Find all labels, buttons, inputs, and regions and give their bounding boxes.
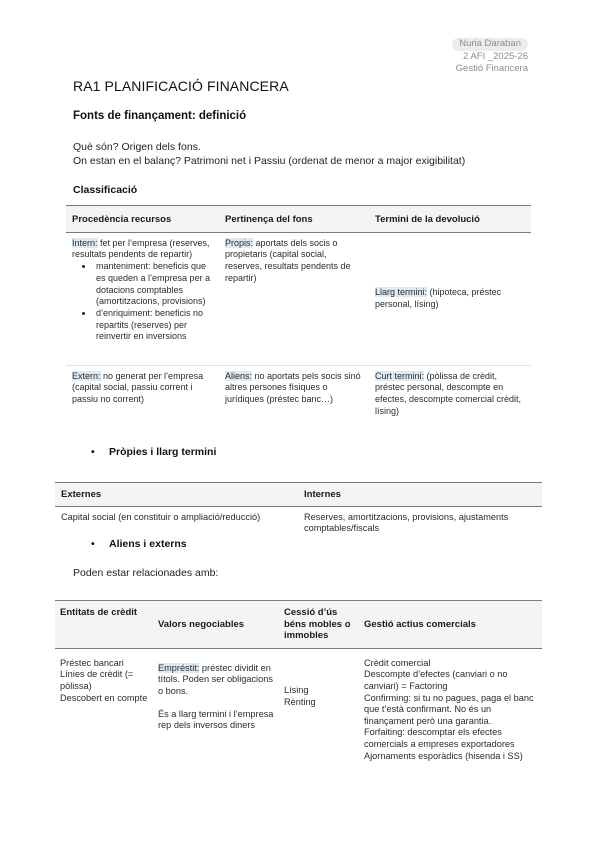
table-cell: Reserves, amortitzacions, provisions, ajustaments comptables/fiscals [304, 511, 509, 534]
cell-line: Confirming: si tu no pagues, paga el banc que t’està confirmant. No és un finançament però una garantia. [364, 692, 534, 726]
term-intern: Intern: [72, 237, 98, 248]
cell-line: Forfaiting: descomptar els efectes comercials a empreses exportadores [364, 727, 515, 749]
intro-line-2: On estan en el balanç? Patrimoni net i Passiu (ordenat de menor a major exigibilitat) [73, 155, 466, 167]
external-sources-table [55, 600, 542, 766]
bullet-heading-text: Pròpies i llarg termini [109, 446, 217, 458]
intro-line-1: Què són? Origen dels fons. [73, 141, 201, 153]
list-item: • manteniment: beneficis que es queden a l’empresa per a dotacions comptables (amortitzacions, provisions) [94, 261, 215, 308]
cell-note: És a llarg termini i l’empresa rep dels inversos diners [158, 708, 274, 731]
related-text: Poden estar relacionades amb: [73, 567, 219, 579]
cell-text: aportats dels socis o propietaris (capital social, reserves, resultats pendents de repartir) [225, 237, 351, 283]
table-cell [219, 365, 369, 422]
cell-line: Lísing [284, 685, 309, 696]
table-cell [66, 232, 219, 365]
table-header-row [55, 601, 542, 649]
cell-line: Préstec bancari [60, 657, 124, 668]
cell-text: no generat per l’empresa (capital social, passiu corrent i passiu no corrent) [72, 370, 204, 405]
classification-table [66, 205, 531, 423]
cell-text: préstec dividit en títols. Poden ser obligacions o bons. [158, 662, 273, 696]
term-emprestit: Empréstit: [158, 662, 200, 673]
table-cell [219, 232, 369, 365]
column-header: Cessió d’ús béns mobles o immobles [279, 601, 359, 649]
bullet-heading-aliens [91, 538, 187, 550]
cell-text: fet per l’empresa (reserves, resultats pendents de repartir) [72, 237, 210, 260]
column-header: Valors negociables [153, 601, 279, 649]
table-cell [66, 365, 219, 422]
term-aliens: Aliens: [225, 370, 253, 381]
own-long-term-table [55, 482, 542, 539]
spacer [158, 698, 275, 709]
cell-text: no aportats pels socis sinó altres persones físiques o jurídiques (préstec banc…) [225, 370, 361, 405]
column-header: Pertinença del fons [219, 206, 369, 233]
table-cell [279, 648, 359, 766]
column-header: Procedència recursos [66, 206, 219, 233]
document-title: RA1 PLANIFICACIÓ FINANCERA [73, 78, 289, 94]
bullet-dot: • [91, 446, 95, 458]
term-llarg-termini: Llarg termini: [375, 287, 428, 297]
cell-line: Descobert en compte [60, 692, 148, 703]
table-row [55, 648, 542, 766]
table-cell: Capital social (en constituir o ampliació/reducció) [61, 511, 261, 522]
term-propis: Propis: [225, 237, 254, 248]
course-line: 2 AFI _2025-26 [463, 50, 528, 62]
cell-line: Rènting [284, 696, 316, 707]
term-extern: Extern: [72, 370, 101, 381]
term-curt-termini: Curt termini: [375, 370, 425, 381]
table-cell [153, 648, 279, 766]
cell-line: Crèdit comercial [364, 657, 431, 668]
cell-line: Descompte d’efectes (canviari o no canviari) = Factoring [364, 669, 508, 691]
header-meta [452, 38, 528, 76]
table-row [55, 506, 542, 539]
list-item: • d’enriquiment: beneficis no repartits (reserves) per reinvertir en inversions [94, 308, 215, 343]
column-header: Internes [298, 483, 542, 507]
intro-text [73, 140, 465, 168]
table-cell [369, 232, 531, 365]
cell-text: (hipoteca, préstec personal, lísing) [375, 287, 502, 309]
subject-line: Gestió Financera [455, 63, 528, 74]
column-header: Gestió actius comercials [359, 601, 542, 649]
bullet-dot: • [91, 538, 95, 550]
cell-line: Línies de crèdit (= pòlissa) [60, 669, 134, 691]
table-row [66, 365, 531, 422]
cell-text: (pòlissa de crèdit, préstec personal, descompte en efectes, descompte comercial crèdit, lísing) [375, 370, 522, 416]
section-title: Fonts de finançament: definició [73, 110, 247, 122]
bullet-heading-propies [91, 446, 216, 458]
column-header: Entitats de crèdit [55, 601, 153, 649]
column-header: Externes [55, 483, 298, 507]
classification-heading: Classificació [73, 184, 138, 196]
table-cell [55, 648, 153, 766]
table-header-row [66, 206, 531, 233]
column-header: Termini de la devolució [369, 206, 531, 233]
table-cell [359, 648, 542, 766]
bullet-heading-text: Aliens i externs [109, 538, 187, 550]
table-cell [369, 365, 531, 422]
table-row [66, 232, 531, 365]
cell-line: Ajornaments esporàdics (hisenda i SS) [364, 750, 523, 761]
table-header-row [55, 483, 542, 507]
author-badge: Nuria Daraban [452, 38, 528, 51]
bullet-list [72, 261, 215, 343]
